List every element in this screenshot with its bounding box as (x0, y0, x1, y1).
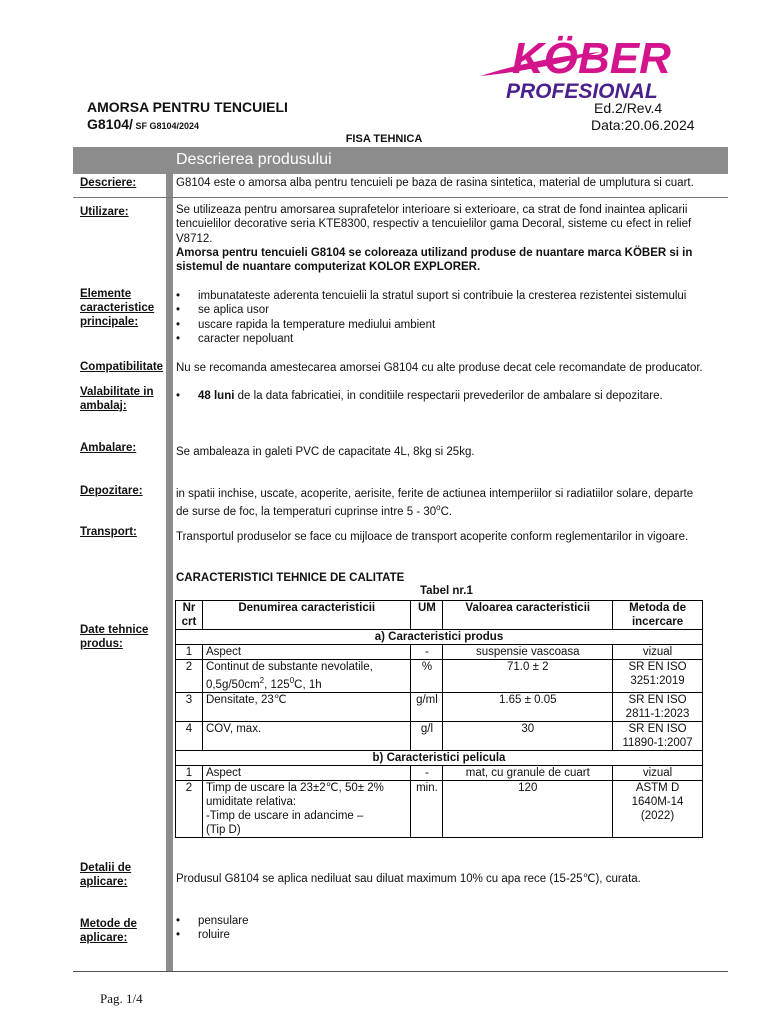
brand-subtitle: PROFESIONAL (506, 80, 658, 102)
label-detalii: Detalii de aplicare: (80, 862, 132, 888)
text-utilizare: Se utilizeaza pentru amorsarea suprafetelor interioare si exterioare, ca strat de fond inaintea aplicarii tencuielilor decorative seria KTE8300, respectiv a tencuielilor gama Decoral, sisteme cu efect in relief V8712. Amorsa pentru tencuieli G8104 se coloreaza utilizand produse de nuantare marca KÖBER si in sistemul de nuantare computerizat KOLOR EXPLORER. (176, 204, 693, 274)
characteristics-table (175, 600, 703, 838)
label-ambalare: Ambalare: (80, 442, 137, 454)
label-utilizare: Utilizare: (80, 206, 129, 218)
label-elemente: Elemente caracteristice principale: (80, 288, 155, 328)
brand-name: KÖBER (512, 34, 671, 83)
table-header-row (176, 601, 703, 630)
group-row: b) Caracteristici pelicula (176, 750, 703, 765)
text-descriere: G8104 este o amorsa alba pentru tencuieli pe baza de rasina sintetica, material de umplutura si cuart. (176, 177, 694, 189)
sf-code: SF G8104/2024 (132, 121, 199, 131)
list-item: • caracter nepoluant (176, 332, 724, 346)
vertical-divider (166, 174, 173, 972)
text-transport: Transportul produselor se face cu mijloace de transport acoperite conform reglementarilor in vigoare. (176, 531, 689, 543)
header-value: Valoarea caracteristicii (443, 601, 613, 630)
section-divider (73, 197, 728, 198)
table-row: 2 Timp de uscare la 23±2℃, 50± 2% umiditate relativa: -Timp de uscare in adancime – (Tip D) min. 120 ASTM D 1640M-14 (2022) (176, 780, 703, 837)
kober-logo (478, 26, 678, 102)
label-valabilitate: Valabilitate in ambalaj: (80, 386, 154, 412)
list-item: • uscare rapida la temperature mediului ambient (176, 318, 724, 332)
label-compatibilitate: Compatibilitate (80, 361, 164, 373)
table-row: 1 Aspect - mat, cu granule de cuart vizual (176, 765, 703, 780)
footer-divider (73, 971, 728, 972)
table-row: 4 COV, max. g/l 30 SR EN ISO 11890-1:2007 (176, 721, 703, 750)
revision-date: Data:20.06.2024 (591, 117, 695, 133)
text-valabilitate (176, 389, 724, 403)
text-depozitare: in spatii inchise, uscate, acoperite, aerisite, ferite de actiunea intemperiilor si radiatiilor solare, departe de surse de foc, la temperaturi cuprinse intre 5 - 30$^o$C. (176, 488, 694, 519)
list-item: • pensulare (176, 914, 724, 928)
label-metode: Metode de aplicare: (80, 918, 137, 944)
characteristics-title: CARACTERISTICI TEHNICE DE CALITATE (176, 572, 405, 584)
page-number: Pag. 1/4 (100, 991, 143, 1006)
document-type: FISA TEHNICA (345, 133, 423, 145)
text-compatibilitate: Nu se recomanda amestecarea amorsei G8104 cu alte produse decat cele recomandate de producator. (176, 362, 703, 374)
table-row: 3 Densitate, 23℃ g/ml 1.65 ± 0.05 SR EN ISO 2811-1:2023 (176, 692, 703, 721)
list-item: • roluire (176, 928, 724, 942)
list-metode (176, 914, 724, 943)
table-row: 1 Aspect - suspensie vascoasa vizual (176, 645, 703, 660)
banner-title: Descrierea produsului (176, 151, 332, 168)
header-method: Metoda de incercare (613, 601, 703, 630)
list-item: • 48 luni de la data fabricatiei, in conditiile respectarii prevederilor de ambalare si depozitare. (176, 389, 724, 403)
list-item: • imbunatateste aderenta tencuielii la stratul suport si contribuie la cresterea rezistentei sistemului (176, 289, 724, 303)
edition: Ed.2/Rev.4 (594, 100, 663, 116)
header-name: Denumirea caracteristicii (202, 601, 410, 630)
label-descriere: Descriere: (80, 177, 137, 189)
list-item: • se aplica usor (176, 303, 724, 317)
list-elemente (176, 289, 724, 346)
header-nr: Nr crt (176, 601, 203, 630)
text-detalii: Produsul G8104 se aplica nediluat sau diluat maximum 10% cu apa rece (15-25℃), curata. (176, 873, 641, 885)
text-utilizare-bold: Amorsa pentru tencuieli G8104 se coloreaza utilizand produse de nuantare marca KÖBER si in sistemul de nuantare computerizat KOLOR EXPLORER. (176, 246, 693, 274)
product-code: G8104/ SF G8104/2024 (87, 116, 199, 132)
label-depozitare: Depozitare: (80, 485, 143, 497)
label-date-tehnice: Date tehnice produs: (80, 624, 149, 650)
label-transport: Transport: (80, 526, 137, 538)
section-banner (73, 147, 728, 174)
table-row: 2 Continut de substante nevolatile, $0,5g/50cm^2$, $125^0C$, 1h % 71.0 ± 2 SR EN ISO 3251:2019 (176, 660, 703, 693)
header-um: UM (411, 601, 443, 630)
product-title: AMORSA PENTRU TENCUIELI (87, 99, 288, 115)
text-ambalare: Se ambaleaza in galeti PVC de capacitate 4L, 8kg si 25kg. (176, 446, 475, 458)
table-title: Tabel nr.1 (420, 585, 473, 597)
group-row: a) Caracteristici produs (176, 630, 703, 645)
